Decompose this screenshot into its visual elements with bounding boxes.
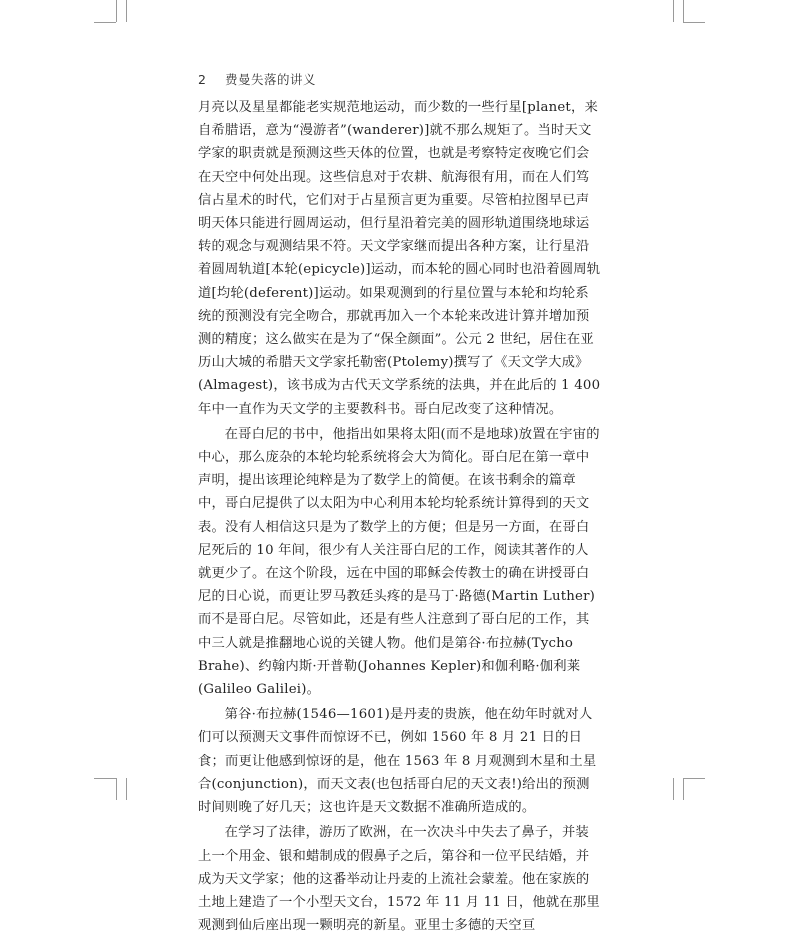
crop-mark-top-right-h <box>683 22 705 23</box>
paragraph-2: 在哥白尼的书中，他指出如果将太阳(而不是地球)放置在宇宙的中心，那么庞杂的本轮均轮系统将会大为简化。哥白尼在第一章中声明，提出该理论纯粹是为了数学上的简便。在该书剩余的篇章中，哥白尼提供了以太阳为中心利用本轮均轮系统计算得到的天文表。没有人相信这只是为了数学上的方便；但是另一方面，在哥白尼死后的 10 年间，很少有人关注哥白尼的工作，阅读其著作的人就更少了。在这个阶段，远在中国的耶稣会传教士的确在讲授哥白尼的日心说，而更让罗马教廷头疼的是马丁·路德(Martin Luther)而不是哥白尼。尽管如此，还是有些人注意到了哥白尼的工作，其中三人就是推翻地心说的关键人物。他们是第谷·布拉赫(Tycho Brahe)、约翰内斯·开普勒(Johannes Kepler)和伽利略·伽利莱(Galileo Galilei)。 <box>198 426 600 698</box>
crop-mark-top-right-b <box>683 0 684 22</box>
paragraph-4: 在学习了法律，游历了欧洲，在一次决斗中失去了鼻子，并装上一个用金、银和蜡制成的假鼻子之后，第谷和一位平民结婚，并成为天文学家；他的这番举动让丹麦的上流社会蒙羞。他在家族的土地上建造了一个小型天文台，1572 年 11 月 11 日，他就在那里观测到仙后座出现一颗明亮的新星。亚里士多德的天空亘 <box>198 825 600 934</box>
crop-mark-top-left-a <box>116 0 117 22</box>
paragraph-3: 第谷·布拉赫(1546—1601)是丹麦的贵族，他在幼年时就对人们可以预测天文事件而惊讶不已，例如 1560 年 8 月 21 日的日食；而更让他感到惊讶的是，他在 1563 年 8 月观测到木星和土星合(conjunction)，而天文表(也包括哥白尼的天文表!)给出的预测时间则晚了好几天；这也许是天文数据不准确所造成的。 <box>198 707 597 816</box>
crop-mark-top-left-b <box>126 0 127 22</box>
running-head <box>198 70 316 88</box>
crop-mark-bottom-right-b <box>683 778 684 800</box>
crop-mark-bottom-right-h <box>683 778 705 779</box>
crop-mark-bottom-left-h <box>94 778 116 779</box>
crop-mark-top-right-a <box>673 0 674 22</box>
body-text <box>198 96 602 937</box>
paragraph-1: 月亮以及星星都能老实规范地运动，而少数的一些行星[planet，来自希腊语，意为“漫游者”(wanderer)]就不那么规矩了。当时天文学家的职责就是预测这些天体的位置，也就是考察特定夜晚它们会在天空中何处出现。这些信息对于农耕、航海很有用，而在人们笃信占星术的时代，它们对于占星预言更为重要。尽管柏拉图早已声明天体只能进行圆周运动，但行星沿着完美的圆形轨道围绕地球运转的观念与观测结果不符。天文学家继而提出各种方案，让行星沿着圆周轨道[本轮(epicycle)]运动，而本轮的圆心同时也沿着圆周轨道[均轮(deferent)]运动。如果观测到的行星位置与本轮和均轮系统的预测没有完全吻合，那就再加入一个本轮来改进计算并增加预测的精度；这么做实在是为了“保全颜面”。公元 2 世纪，居住在亚历山大城的希腊天文学家托勒密(Ptolemy)撰写了《天文学大成》(Almagest)，该书成为古代天文学系统的法典，并在此后的 1 400 年中一直作为天文学的主要教科书。哥白尼改变了这种情况。 <box>198 100 601 417</box>
page-number: 2 <box>198 72 207 87</box>
crop-mark-top-left-h <box>94 22 116 23</box>
crop-mark-bottom-right-a <box>673 778 674 800</box>
book-title: 费曼失落的讲义 <box>224 72 316 87</box>
crop-mark-bottom-left-b <box>126 778 127 800</box>
crop-mark-bottom-left-a <box>116 778 117 800</box>
